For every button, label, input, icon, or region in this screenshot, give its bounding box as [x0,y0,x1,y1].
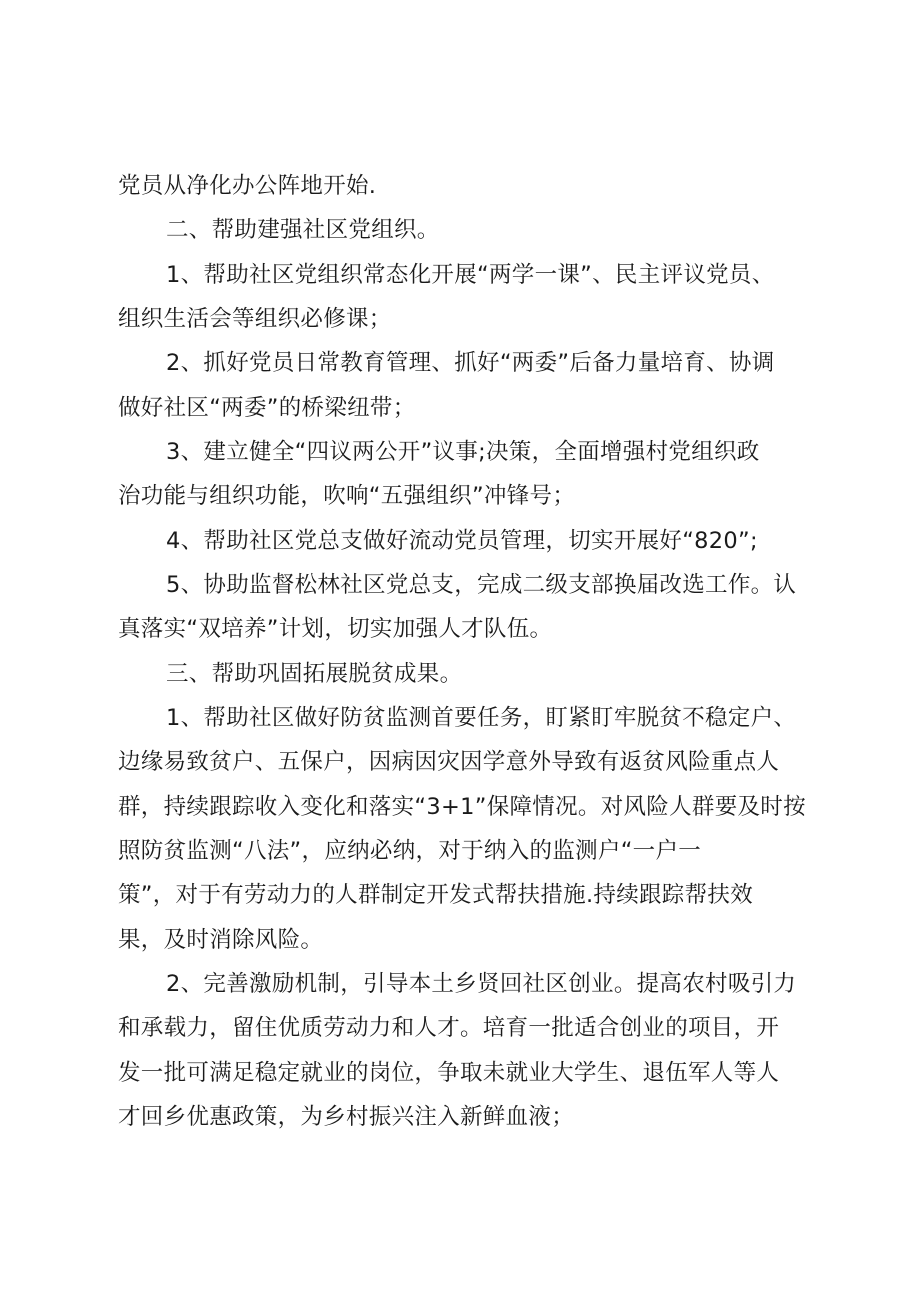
body-text-line: 策”，对于有劳动力的人群制定开发式帮扶措施.持续跟踪帮扶效 [118,882,754,908]
section-heading: 三、帮助巩固拓展脱贫成果。 [166,661,463,687]
body-text-line: 和承载力，留住优质劳动力和人才。培育一批适合创业的项目，开 [118,1015,780,1041]
list-item-text: 5、协助监督松林社区党总支，完成二级支部换届改选工作。认 [166,572,797,598]
body-text-line: 果，及时消除风险。 [118,927,324,953]
body-text-line: 群，持续跟踪收入变化和落实“3+1”保障情况。对风险人群要及时按 [118,794,806,820]
body-text-line: 做好社区“两委”的桥梁纽带； [118,395,416,421]
list-item-text: 4、帮助社区党总支做好流动党员管理，切实开展好“820”; [166,528,758,554]
body-text-line: 照防贫监测“八法”，应纳必纳，对于纳入的监测户“一户一 [118,838,702,864]
body-text-line: 组织生活会等组织必修课； [118,306,392,332]
body-text-line: 党员从净化办公阵地开始. [118,173,377,199]
section-heading: 二、帮助建强社区党组织。 [166,217,440,243]
list-item-text: 1、帮助社区做好防贫监测首要任务，盯紧盯牢脱贫不稳定户、 [166,705,797,731]
list-item-text: 2、抓好党员日常教育管理、抓好“两委”后备力量培育、协调 [166,350,775,376]
list-item-text: 1、帮助社区党组织常态化开展“两学一课”、民主评议党员、 [166,262,775,288]
body-text-line: 才回乡优惠政策，为乡村振兴注入新鲜血液； [118,1104,575,1130]
body-text-line: 边缘易致贫户、五保户，因病因灾因学意外导致有返贫风险重点人 [118,749,780,775]
list-item-text: 2、完善激励机制，引导本土乡贤回社区创业。提高农村吸引力 [166,971,797,997]
list-item-text: 3、建立健全“四议两公开”议事;决策，全面增强村党组织政 [166,439,760,465]
body-text-line: 发一批可满足稳定就业的岗位，争取未就业大学生、退伍军人等人 [118,1060,780,1086]
body-text-line: 治功能与组织功能，吹响“五强组织”冲锋号； [118,483,576,509]
body-text-line: 真落实“双培养”计划，切实加强人才队伍。 [118,616,553,642]
